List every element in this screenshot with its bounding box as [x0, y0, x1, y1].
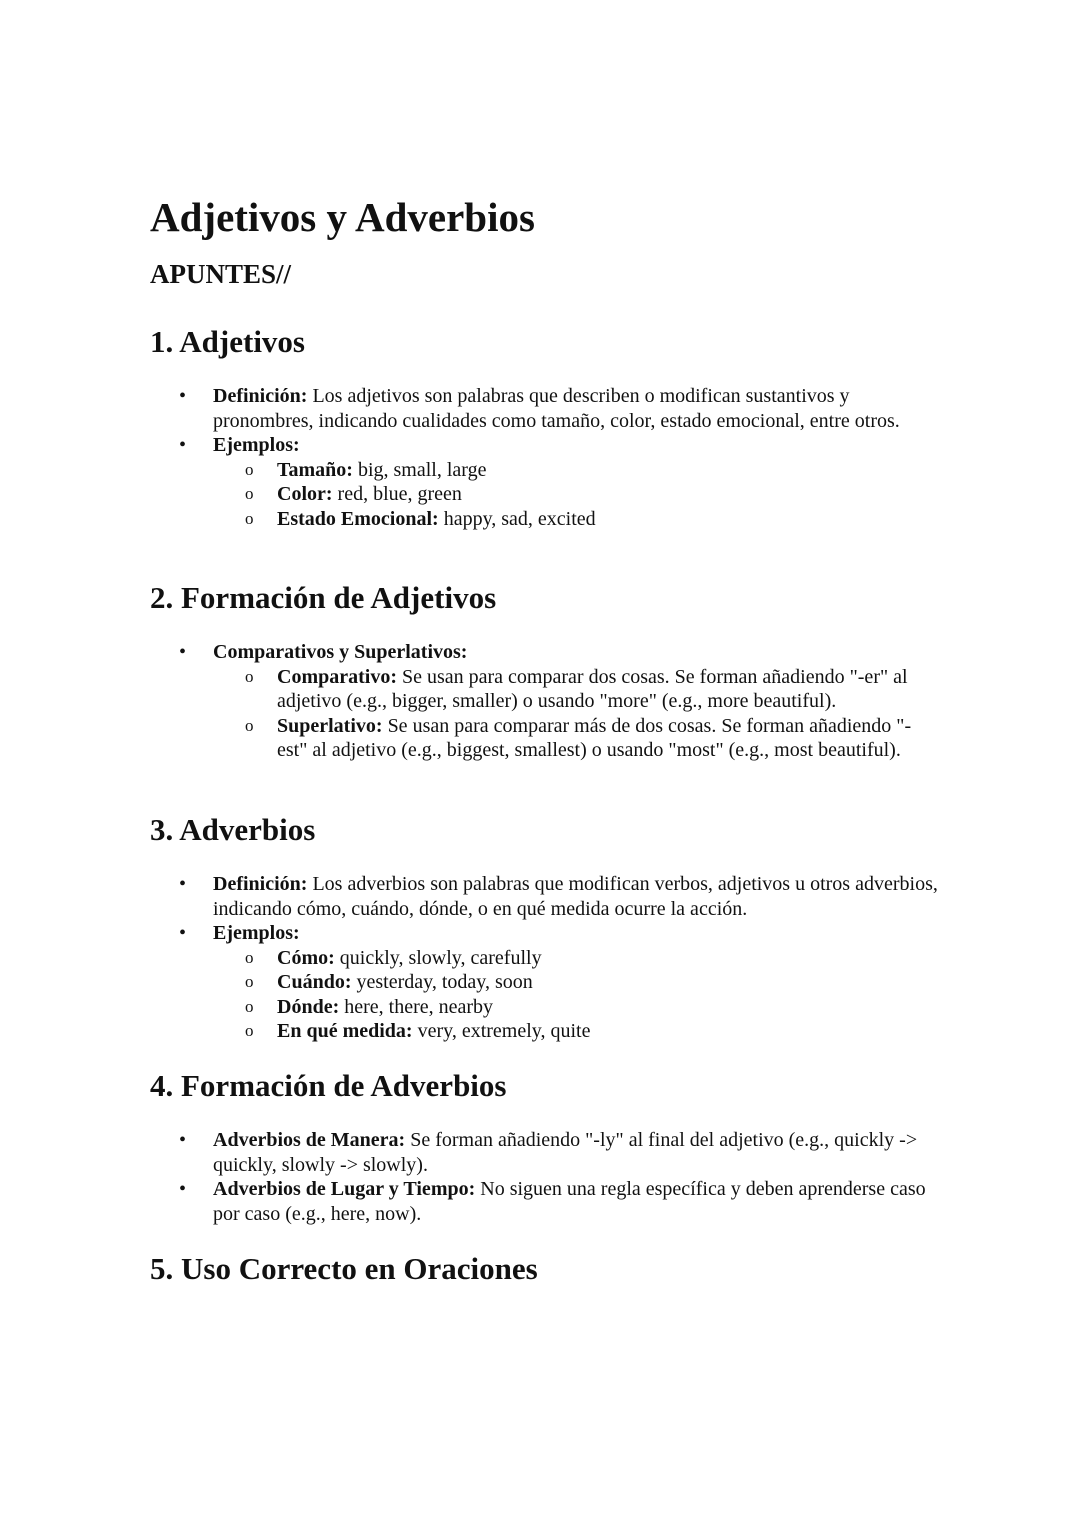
sub-list-item — [213, 507, 940, 532]
sub-item-text: red, blue, green — [332, 483, 462, 505]
sub-list-item — [213, 458, 940, 483]
sub-item-term: Estado Emocional: — [277, 507, 439, 530]
section-heading: 2. Formación de Adjetivos — [150, 580, 497, 615]
sub-item-text: yesterday, today, soon — [351, 971, 533, 993]
sub-item-term: Dónde: — [277, 995, 340, 1018]
list-item-term: Ejemplos: — [213, 434, 300, 456]
list-item-term: Ejemplos: — [213, 922, 300, 944]
sub-list — [213, 458, 940, 532]
sub-list — [213, 946, 940, 1044]
sub-list-item — [213, 482, 940, 507]
section-adjetivos — [150, 322, 940, 531]
sub-list-item — [213, 946, 940, 971]
sub-item-term: Cómo: — [277, 946, 335, 969]
sub-item-text: happy, sad, excited — [438, 507, 596, 530]
bullet-list — [150, 640, 940, 763]
document-page — [150, 190, 940, 294]
list-item — [150, 1128, 940, 1177]
sub-item-term: Cuándo: — [277, 971, 352, 993]
sub-item-text: big, small, large — [352, 458, 487, 481]
document-subtitle: APUNTES// — [150, 259, 292, 289]
list-item-text: No siguen una regla específica y deben aprenderse caso por caso (e.g., here, now). — [213, 1178, 926, 1225]
section-formacion-adjetivos — [150, 578, 940, 763]
sub-item-term: En qué medida: — [277, 1020, 413, 1042]
sub-list — [213, 665, 940, 763]
list-item — [150, 1177, 940, 1226]
sub-list-item — [213, 1019, 940, 1044]
document-title: Adjetivos y Adverbios — [150, 194, 535, 240]
list-item-term: Definición: — [213, 385, 308, 407]
section-uso-correcto — [150, 1249, 940, 1289]
bullet-list — [150, 872, 940, 1044]
section-heading: 3. Adverbios — [150, 812, 316, 847]
list-item-term: Adverbios de Manera: — [213, 1129, 406, 1151]
sub-list-item — [213, 995, 940, 1020]
list-item-text: Se forman añadiendo "-ly" al final del adjetivo (e.g., quickly -> quickly, slowly -> slowly). — [213, 1129, 918, 1176]
sub-list-item — [213, 665, 940, 714]
list-item — [150, 433, 940, 531]
bullet-list — [150, 384, 940, 531]
bullet-list — [150, 1128, 940, 1226]
sub-item-text: quickly, slowly, carefully — [334, 946, 542, 969]
list-item — [150, 921, 940, 1044]
section-heading: 4. Formación de Adverbios — [150, 1068, 507, 1103]
list-item — [150, 872, 940, 921]
section-heading: 1. Adjetivos — [150, 324, 305, 359]
sub-item-text: Se usan para comparar más de dos cosas. Se forman añadiendo "-est" al adjetivo (e.g., biggest, smallest) o usando "most" (e.g., most beautiful). — [277, 714, 912, 761]
list-item-text: Los adverbios son palabras que modifican verbos, adjetivos u otros adverbios, indicando cómo, cuándo, dónde, o en qué medida ocurre la acción. — [213, 873, 938, 920]
sub-item-term: Color: — [277, 483, 333, 505]
sub-item-term: Tamaño: — [277, 458, 353, 481]
sub-item-text: very, extremely, quite — [412, 1020, 591, 1042]
list-item-text: Los adjetivos son palabras que describen o modifican sustantivos y pronombres, indicando cualidades como tamaño, color, estado emocional, entre otros. — [213, 385, 900, 432]
sub-item-term: Comparativo: — [277, 665, 397, 688]
sub-list-item — [213, 970, 940, 995]
list-item-term: Adverbios de Lugar y Tiempo: — [213, 1178, 476, 1200]
section-adverbios — [150, 810, 940, 1044]
section-formacion-adverbios — [150, 1066, 940, 1226]
sub-item-term: Superlativo: — [277, 714, 383, 737]
list-item-term: Comparativos y Superlativos: — [213, 641, 468, 663]
section-heading: 5. Uso Correcto en Oraciones — [150, 1251, 538, 1286]
sub-list-item — [213, 714, 940, 763]
list-item — [150, 384, 940, 433]
sub-item-text: Se usan para comparar dos cosas. Se forman añadiendo "-er" al adjetivo (e.g., bigger, smaller) o usando "more" (e.g., more beautiful). — [277, 665, 908, 712]
list-item-term: Definición: — [213, 873, 308, 895]
sub-item-text: here, there, nearby — [339, 995, 494, 1018]
list-item — [150, 640, 940, 763]
